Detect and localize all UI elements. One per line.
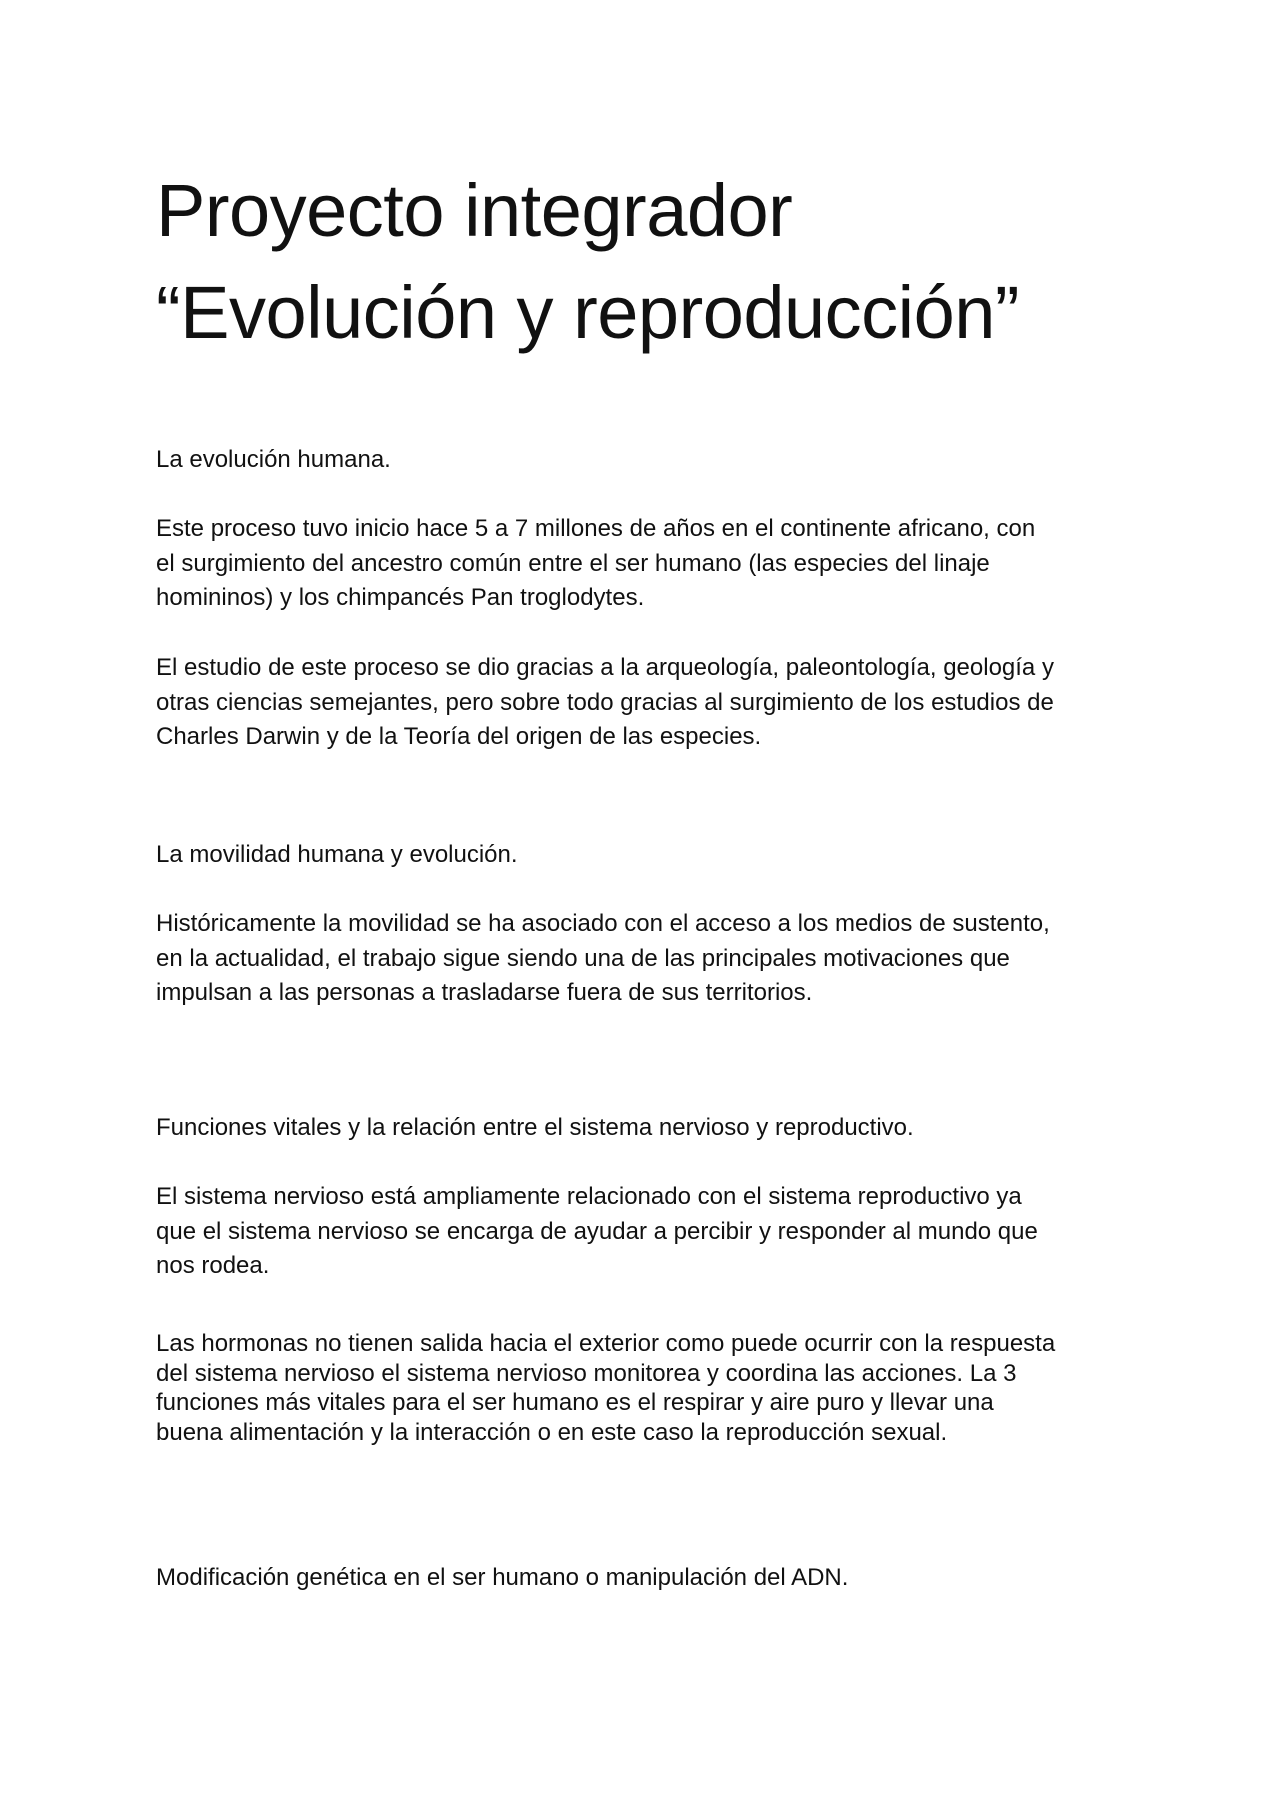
section-heading-modificacion-genetica: Modificación genética en el ser humano o manipulación del ADN. — [156, 1564, 849, 1591]
section-heading-movilidad: La movilidad humana y evolución. — [156, 841, 518, 868]
text-line: nos rodea. — [156, 1252, 270, 1279]
text-line: funciones más vitales para el ser humano es el respirar y aire puro y llevar una — [156, 1389, 994, 1416]
text-line: Este proceso tuvo inicio hace 5 a 7 millones de años en el continente africano, con — [156, 515, 1036, 542]
paragraph-hormonas — [156, 1329, 1136, 1447]
text-line: Las hormonas no tienen salida hacia el exterior como puede ocurrir con la respuesta — [156, 1330, 1056, 1357]
text-line: buena alimentación y la interacción o en este caso la reproducción sexual. — [156, 1418, 948, 1446]
text-line: impulsan a las personas a trasladarse fuera de sus territorios. — [156, 979, 813, 1006]
paragraph-evolucion-estudio — [156, 651, 1136, 755]
text-line: El estudio de este proceso se dio gracias a la arqueología, paleontología, geología y — [156, 654, 1054, 681]
text-line: del sistema nervioso el sistema nervioso monitorea y coordina las acciones. La 3 — [156, 1359, 1017, 1387]
paragraph-movilidad — [156, 907, 1136, 1011]
text-line: el surgimiento del ancestro común entre el ser humano (las especies del linaje — [156, 549, 990, 577]
title-line-2: “Evolución y reproducción” — [156, 271, 1020, 354]
text-line: que el sistema nervioso se encarga de ayudar a percibir y responder al mundo que — [156, 1217, 1038, 1245]
section-heading-funciones-vitales: Funciones vitales y la relación entre el sistema nervioso y reproductivo. — [156, 1114, 914, 1141]
text-line: Charles Darwin y de la Teoría del origen de las especies. — [156, 723, 762, 750]
text-line: El sistema nervioso está ampliamente relacionado con el sistema reproductivo ya — [156, 1183, 1022, 1210]
document-title — [156, 160, 1019, 364]
paragraph-evolucion-inicio — [156, 512, 1136, 616]
text-line: Históricamente la movilidad se ha asociado con el acceso a los medios de sustento, — [156, 910, 1050, 937]
text-line: otras ciencias semejantes, pero sobre todo gracias al surgimiento de los estudios de — [156, 688, 1054, 716]
text-line: en la actualidad, el trabajo sigue siendo una de las principales motivaciones que — [156, 944, 1010, 972]
title-line-1: Proyecto integrador — [156, 169, 793, 252]
paragraph-sistema-nervioso — [156, 1180, 1136, 1284]
text-line: homininos) y los chimpancés Pan troglodytes. — [156, 584, 645, 611]
section-heading-evolucion: La evolución humana. — [156, 446, 391, 473]
